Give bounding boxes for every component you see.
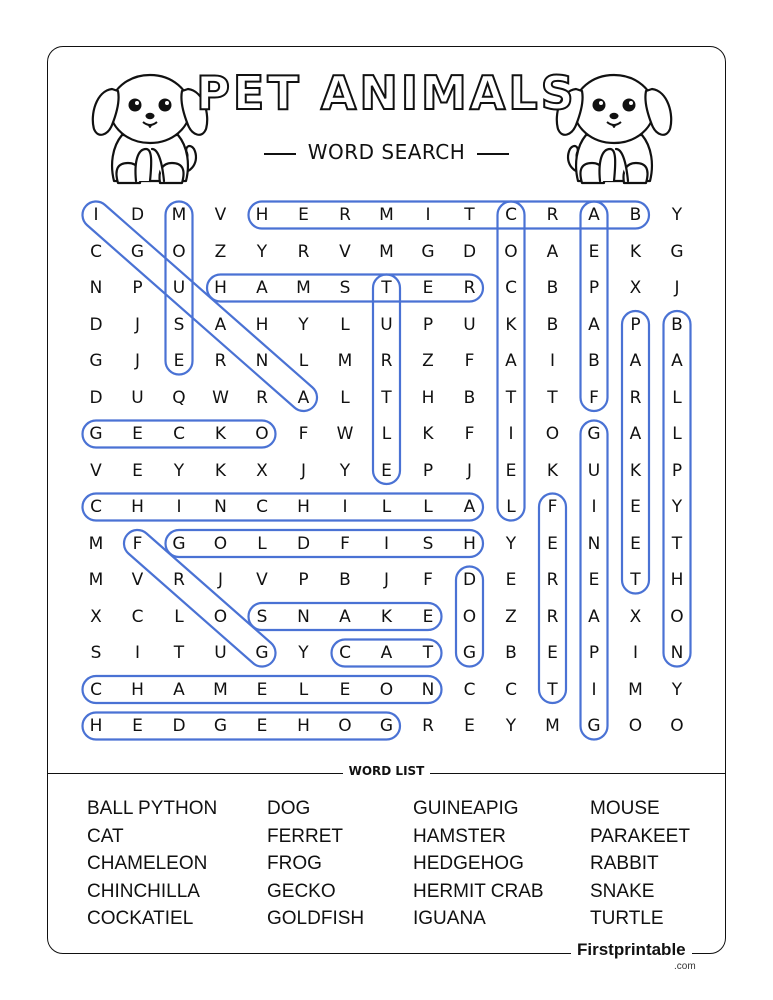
grid-letter: K [422,424,434,444]
grid-letter: E [298,205,309,225]
grid-letter: A [629,424,642,444]
grid-letter: F [132,533,143,554]
grid-letter: O [213,606,228,627]
grid-letter: E [630,533,641,554]
grid-letter: I [134,643,140,663]
grid-letter: M [379,241,394,262]
grid-letter: Z [422,351,434,371]
grid-letter: B [588,351,600,371]
grid-letter: L [381,497,392,517]
grid-letter: L [506,497,516,517]
grid-letter: I [632,643,638,663]
grid-letter: L [672,387,682,408]
subtitle-rule-right [477,153,509,155]
grid-letter: P [630,314,641,335]
grid-letter: N [587,533,601,554]
grid-letter: D [462,570,477,590]
word-list-item: HERMIT CRAB [413,880,544,902]
grid-letter: A [546,241,559,262]
grid-letter: M [628,679,643,700]
grid-letter: X [90,606,102,627]
grid-letter: G [421,241,435,262]
grid-letter: R [214,351,227,371]
grid-letter: U [172,278,186,298]
grid-letter: R [380,351,393,371]
word-list-item: TURTLE [590,908,664,929]
grid-letter: D [89,314,103,335]
grid-letter: E [505,460,517,481]
grid-letter: X [629,606,642,627]
grid-letter: K [629,460,642,481]
grid-letter: Y [298,314,309,335]
grid-letter: W [212,387,229,408]
grid-letter: R [463,278,476,298]
grid-letter: E [547,533,558,554]
grid-letter: F [298,424,309,444]
grid-letter: P [132,278,143,298]
grid-letter: L [340,387,350,408]
grid-letter: E [422,278,434,298]
grid-letter: T [547,679,558,700]
grid-letter: O [670,606,684,627]
grid-letter: E [132,460,143,481]
grid-letter: I [342,497,348,517]
grid-letter: A [173,679,185,700]
grid-letter: L [298,351,309,371]
grid-letter: E [505,570,517,590]
grid-letter: D [296,533,311,554]
grid-letter: L [672,424,682,444]
grid-letter: T [422,643,434,663]
word-list-item: FROG [267,853,322,874]
grid-letter: S [173,314,185,335]
grid-letter: X [629,278,642,298]
grid-letter: S [422,533,434,554]
word-list-item: CHAMELEON [87,853,208,874]
grid-letter: C [90,241,102,262]
grid-letter: B [546,278,559,298]
grid-letter: J [466,460,472,481]
grid-letter: O [462,606,477,627]
grid-letter: T [671,533,683,554]
grid-letter: P [588,643,600,663]
grid-letter: G [89,351,103,371]
grid-letter: J [383,570,389,590]
grid-letter: C [339,643,351,663]
grid-letter: H [463,533,476,554]
grid-letter: K [505,314,517,335]
grid-letter: B [463,387,476,408]
grid-letter: V [90,460,102,481]
grid-letter: E [630,497,641,517]
word-list-item: DOG [267,798,311,819]
grid-letter: Y [505,716,517,736]
grid-letter: E [256,716,268,736]
grid-letter: N [670,643,684,663]
grid-letter: L [423,497,433,517]
grid-letter: J [134,314,140,335]
word-list-item: RABBIT [590,853,659,874]
grid-letter: E [132,424,143,444]
grid-letter: S [339,278,351,298]
word-list-heading: WORD LIST [0,764,773,778]
grid-letter: C [505,278,517,298]
word-list-item: HEDGEHOG [413,853,524,874]
grid-letter: H [255,205,269,225]
grid-letter: S [256,606,268,627]
grid-letter: E [464,716,475,736]
grid-letter: K [380,606,393,627]
puzzle-subtitle [0,140,773,164]
grid-letter: M [88,570,104,590]
grid-letter: P [588,278,600,298]
grid-letter: S [90,643,102,663]
word-list-item: PARAKEET [590,825,690,847]
grid-letter: M [296,278,311,298]
grid-letter: P [422,314,434,335]
grid-letter: J [300,460,306,481]
grid-letter: F [423,570,433,590]
grid-letter: T [547,387,558,408]
grid-letter: I [425,205,431,225]
grid-letter: C [173,424,185,444]
grid-letter: H [297,497,310,517]
grid-letter: E [132,716,143,736]
grid-letter: Z [505,606,517,627]
grid-letter: Y [256,241,268,262]
grid-letter: R [546,205,559,225]
grid-letter: F [547,497,558,517]
grid-letter: N [214,497,227,517]
grid-letter: E [173,351,185,371]
grid-letter: H [297,716,310,736]
grid-letter: R [546,606,559,627]
grid-letter: Y [505,533,517,554]
word-list-item: GOLDFISH [267,908,365,929]
grid-letter: A [256,278,268,298]
grid-letter: G [213,716,228,736]
grid-letter: H [131,497,144,517]
grid-letter: G [587,424,601,444]
grid-letter: Y [671,497,683,517]
grid-letter: M [88,533,104,554]
grid-letter: M [171,205,187,225]
grid-letter: C [256,497,268,517]
grid-letter: M [213,679,228,700]
grid-letter: N [421,679,435,700]
grid-letter: F [464,424,475,444]
grid-letter: I [383,533,389,554]
grid-letter: G [172,533,186,554]
grid-letter: R [297,241,310,262]
grid-letter: G [379,716,394,736]
grid-letter: A [588,606,600,627]
grid-letter: E [256,679,268,700]
word-list-item: CAT [87,825,124,847]
grid-letter: F [464,351,475,371]
grid-letter: H [421,387,435,408]
grid-letter: J [674,278,680,298]
puzzle-title: PET ANIMALS [196,66,577,120]
grid-letter: A [380,643,393,663]
grid-letter: I [591,497,597,517]
grid-letter: H [214,278,227,298]
grid-letter: F [589,387,599,408]
brand-logo: Firstprintable [571,940,692,960]
grid-letter: T [630,570,641,590]
grid-letter: F [340,533,350,554]
grid-letter: K [214,424,227,444]
word-list-item: HAMSTER [413,825,506,847]
grid-letter: C [131,606,144,627]
grid-letter: N [89,278,103,298]
grid-letter: W [336,424,354,444]
grid-letter: C [505,679,517,700]
grid-letter: D [89,387,103,408]
grid-letter: T [505,387,517,408]
grid-letter: L [298,679,309,700]
grid-letter: J [134,351,140,371]
grid-letter: G [130,241,145,262]
grid-letter: L [340,314,350,335]
grid-letter: E [588,570,600,590]
grid-letter: K [629,241,642,262]
grid-letter: A [214,314,227,335]
grid-letter: R [629,387,642,408]
grid-letter: O [628,716,643,736]
grid-letter: L [381,424,392,444]
grid-letter: A [463,497,476,517]
grid-letter: G [462,643,477,663]
grid-letter: G [670,241,684,262]
grid-letter: G [587,716,601,736]
grid-letter: O [255,424,269,444]
grid-letter: O [338,716,352,736]
grid-letter: I [508,424,514,444]
grid-letter: P [298,570,309,590]
grid-letter: P [422,460,434,481]
grid-letter: B [339,570,351,590]
grid-letter: A [505,351,517,371]
grid-letter: Y [339,460,351,481]
grid-letter: K [546,460,559,481]
word-list-item: GUINEAPIG [413,798,519,819]
grid-letter: V [214,205,227,225]
word-list-item: SNAKE [590,880,655,902]
grid-letter: G [255,643,269,663]
grid-letter: U [587,460,601,481]
grid-letter: A [588,314,600,335]
grid-letter: A [629,351,642,371]
grid-letter: D [172,716,186,736]
grid-letter: B [671,314,683,335]
grid-letter: I [549,351,555,371]
grid-letter: I [176,497,182,517]
grid-letter: M [545,716,560,736]
grid-letter: X [256,460,268,481]
grid-letter: C [90,679,102,700]
grid-letter: M [337,351,353,371]
grid-letter: E [588,241,600,262]
grid-letter: O [213,533,228,554]
word-list-item: CHINCHILLA [87,880,200,902]
grid-letter: O [670,716,684,736]
grid-letter: K [214,460,227,481]
grid-letter: C [463,679,476,700]
grid-letter: P [671,460,683,481]
grid-letter: B [629,205,642,225]
grid-letter: O [504,241,518,262]
word-list-item: GECKO [267,880,336,902]
grid-letter: E [339,679,351,700]
grid-letter: V [131,570,144,590]
grid-letter: A [671,351,683,371]
word-list-item: FERRET [267,825,343,847]
grid-letter: R [256,387,268,408]
grid-letter: U [463,314,476,335]
grid-letter: I [93,205,99,225]
grid-letter: B [505,643,517,663]
grid-letter: A [588,205,600,225]
grid-letter: Q [172,387,186,408]
grid-letter: O [545,424,560,444]
grid-letter: A [297,387,310,408]
grid-letter: O [379,679,394,700]
grid-letter: E [422,606,434,627]
grid-letter: D [130,205,145,225]
brand-domain: .com [674,961,696,972]
grid-letter: H [89,716,103,736]
subtitle-text: WORD SEARCH [307,140,466,164]
grid-letter: H [255,314,269,335]
grid-letter: U [214,643,227,663]
grid-letter: U [131,387,144,408]
grid-letter: A [339,606,351,627]
grid-letter: Y [173,460,185,481]
grid-letter: G [89,424,103,444]
grid-letter: Z [214,241,227,262]
word-list-item: COCKATIEL [87,908,194,929]
grid-letter: O [172,241,186,262]
grid-letter: L [257,533,267,554]
grid-letter: V [339,241,351,262]
grid-letter: H [670,570,684,590]
grid-letter: N [297,606,310,627]
grid-letter: D [462,241,477,262]
grid-letter: U [380,314,393,335]
grid-letter: C [505,205,517,225]
grid-letter: T [381,278,392,298]
word-list-item: IGUANA [413,908,486,929]
grid-letter: Y [298,643,309,663]
grid-letter: B [546,314,559,335]
grid-letter: Y [671,679,683,700]
grid-letter: T [381,387,392,408]
grid-letter: C [90,497,102,517]
word-list-item: BALL PYTHON [87,798,218,819]
grid-letter: Y [671,205,683,225]
grid-letter: R [339,205,351,225]
grid-letter: N [255,351,269,371]
word-list-item: MOUSE [590,798,660,819]
grid-letter: I [591,679,597,700]
grid-letter: R [546,570,559,590]
grid-letter: J [217,570,223,590]
grid-letter: R [173,570,185,590]
grid-letter: E [381,460,392,481]
grid-letter: T [464,205,475,225]
grid-letter: T [173,643,185,663]
subtitle-rule-left [264,153,296,155]
grid-letter: E [547,643,558,663]
grid-letter: R [422,716,434,736]
grid-letter: M [379,205,394,225]
grid-letter: L [174,606,184,627]
grid-letter: V [256,570,268,590]
grid-letter: H [131,679,144,700]
